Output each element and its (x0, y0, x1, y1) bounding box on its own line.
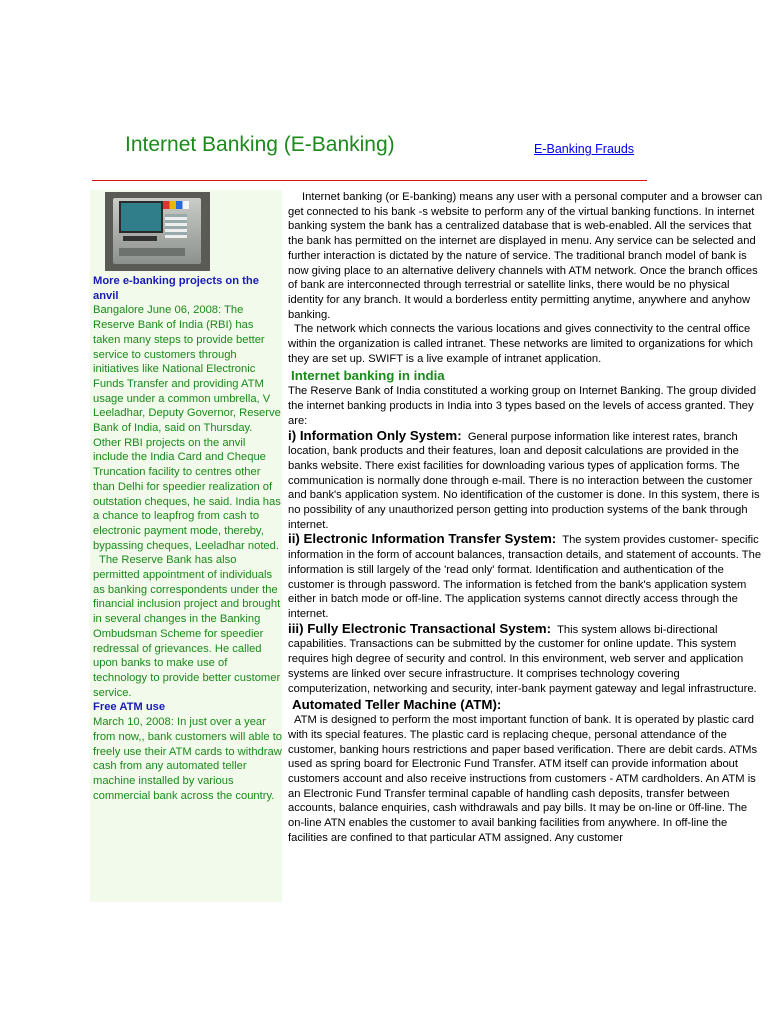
type1-text: General purpose information like interest rates, branch location, bank products and their features, loan and deposit calculations are provided in the banks website. There exist facilities for downloading various types of application forms. The communication is normally done through e-mail. There is no interaction between the customer and bank's application system. No identification of the customer is done. In this system, there is no possibility of any unauthorized person getting into production systems of the bank through internet. (288, 430, 760, 531)
sidebar-heading-atm: Free ATM use (93, 701, 166, 714)
type3-title: iii) Fully Electronic Transactional System: (288, 620, 552, 636)
type2-title: ii) Electronic Information Transfer System: (288, 531, 557, 547)
atm-paragraph: ATM is designed to perform the most important function of bank. It is operated by plastic card with its special features. The plastic card is replacing cheque, personal attendance of the customer, banking hours restrictions and paper based verification. There are debit cards. ATMs used as spring board for Electronic Fund Transfer. ATM itself can provide information about customers account and also receive instructions from customers - ATM cardholders. An ATM is an Electronic Fund Transfer terminal capable of handling cash deposits, transfer between accounts, balance enquiries, cash withdrawals and pay bills. It may be on-line or 0ff-line. The on-line ATN enables the customer to avail banking facilities from anywhere. In off-line the facilities are confined to that particular ATM assigned. Any customer (288, 714, 758, 844)
sidebar-heading-projects: More e-banking projects on the anvil (93, 275, 259, 302)
sidebar-text-projects: Bangalore June 06, 2008: The Reserve Bank of India (RBI) has taken many steps to provide better service to customers through initiatives like National Electronic Funds Transfer and providing ATM usage under a common umbrella, V Leeladhar, Deputy Governor, Reserve Bank of India, said on Thursday. Other RBI projects on the anvil include the India Card and Cheque Truncation facility to centres other than Delhi for speedier realization of outstation cheques, he said. India has a chance to leapfrog from cash to electronic payment mode, thereby, bypassing cheques, Leeladhar noted. (93, 304, 281, 552)
india-paragraph: The Reserve Bank of India constituted a working group on Internet Banking. The group divided the internet banking products in India into 3 types based on the levels of access granted. They are: (288, 385, 757, 427)
india-heading: Internet banking in india (291, 368, 445, 384)
page-title: Internet Banking (E-Banking) (125, 133, 395, 156)
intranet-paragraph: The network which connects the various locations and gives connectivity to the central office within the organization is called intranet. These networks are limited to organizations for which they are set up. SWIFT is a live example of intranet application. (288, 323, 753, 365)
atm-screen-icon (119, 201, 163, 233)
sidebar-news (93, 274, 283, 803)
e-banking-frauds-link[interactable]: E-Banking Frauds (534, 142, 635, 156)
main-article (288, 190, 763, 846)
sidebar-text-atm: March 10, 2008: In just over a year from now,, bank customers will able to freely use their ATM cards to withdraw cash from any automated teller machine installed by various commercial bank across the country. (93, 716, 283, 802)
atm-machine-image (105, 192, 210, 271)
type3-text: This system allows bi-directional capabilities. Transactions can be submitted by the customer for online update. This system requires high degree of security and control. In this environment, web server and application systems are linked over secure infrastructure. It comprises technology covering computerization, networking and security, inter-bank payment gateway and legal infrastructure. (288, 623, 757, 695)
type1-title: i) Information Only System: (288, 427, 462, 443)
type2-text: The system provides customer- specific information in the form of account balances, transaction details, and statement of accounts. The information is still largely of the 'read only' format. Identification and authentication of the customer is through password. The information is fetched from the bank's application system either in batch mode or off-line. The application systems cannot directly access through the internet. (288, 534, 762, 620)
keypad-icon (165, 214, 187, 238)
type2-paragraph (288, 532, 763, 621)
sidebar-text-projects-2: The Reserve Bank has also permitted appointment of individuals as banking correspondents under the financial inclusion project and brought in several changes in the Banking Ombudsman Scheme for speedier redressal of grievances. He called upon banks to make use of technology to provide better customer service. (93, 554, 281, 699)
header-divider (92, 180, 647, 181)
type3-paragraph (288, 622, 763, 697)
atm-heading: Automated Teller Machine (ATM): (292, 697, 502, 713)
type1-paragraph (288, 429, 763, 533)
intro-paragraph: Internet banking (or E-banking) means any user with a personal computer and a browser can get connected to his bank -s website to perform any of the virtual banking functions. In internet banking system the bank has a centralized database that is web-enabled. All the services that the bank has permitted on the internet are displayed in menu. Any service can be selected and further interaction is dictated by the nature of service. The traditional branch model of bank is now giving place to an alternative delivery channels with ATM network. Once the branch offices of bank are interconnected through terrestrial or satellite links, there would be no physical identity for any branch. It would a borderless entity permitting anytime, anywhere and anyhow banking. (288, 191, 763, 321)
card-logos-icon (163, 201, 189, 209)
